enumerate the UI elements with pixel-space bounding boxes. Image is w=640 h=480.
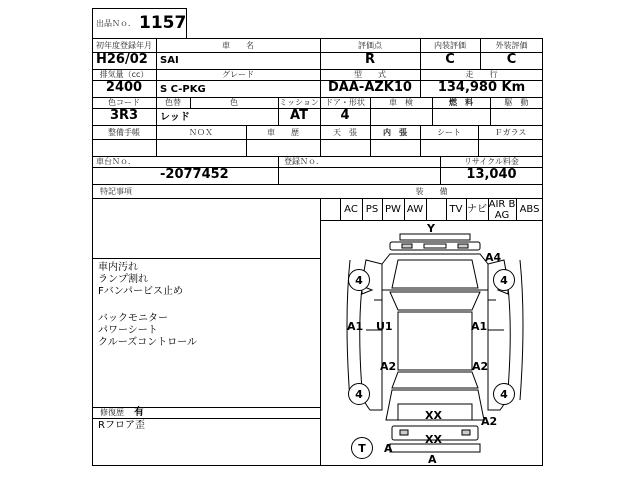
fuel-label: 燃 料 bbox=[449, 98, 473, 107]
mark-left-front-door: A1 bbox=[347, 320, 364, 333]
exterior-score-label: 外装評価 bbox=[495, 41, 528, 50]
inspection-label: 車 検 bbox=[389, 98, 413, 107]
colorcode-label: 色コード bbox=[108, 98, 140, 107]
mark-rear-left-corner: A bbox=[384, 442, 393, 455]
name-value: SAI bbox=[160, 55, 179, 66]
note-line: パワーシート bbox=[98, 325, 158, 336]
drive-label: 駆 動 bbox=[504, 98, 529, 107]
grade-label: グレード bbox=[222, 70, 254, 79]
mark-rear-bumper: XX bbox=[425, 433, 442, 446]
mark-right-front-door: A1 bbox=[471, 320, 488, 333]
score-label: 評価点 bbox=[358, 41, 382, 50]
manual-label: 整備手帳 bbox=[108, 128, 140, 137]
color-value: レッド bbox=[160, 112, 190, 123]
mark-rear-lower: A bbox=[428, 453, 437, 466]
equipment-ps: PS bbox=[365, 204, 379, 215]
equipment-tv: TV bbox=[449, 204, 463, 215]
interior-score-label: 内装評価 bbox=[434, 41, 466, 50]
year-value: H26/02 bbox=[96, 52, 148, 67]
history-label: 車 歴 bbox=[267, 128, 299, 137]
windshield bbox=[390, 292, 480, 310]
chassis-value: -2077452 bbox=[160, 167, 229, 182]
grid-line bbox=[92, 407, 320, 408]
interior-score-value: C bbox=[445, 52, 455, 67]
model-value: DAA-AZK10 bbox=[328, 80, 412, 95]
mark-right-rear-door: A2 bbox=[472, 360, 489, 373]
repair-label: 修復歴 bbox=[100, 408, 124, 417]
colorcode-value: 3R3 bbox=[109, 108, 139, 123]
reg-label: 登録Ｎｏ． bbox=[284, 157, 324, 166]
chassis-label: 車台Ｎｏ． bbox=[96, 157, 136, 166]
tire-front-left: 4 bbox=[348, 269, 370, 291]
spare-tire: T bbox=[351, 437, 373, 459]
cc-label: 排気量（cc） bbox=[99, 70, 149, 79]
equipment-navi: ナビ bbox=[467, 204, 487, 215]
note-line: クルーズコントロール bbox=[98, 337, 197, 348]
grid-line bbox=[426, 199, 427, 220]
year-label: 初年度登録年月 bbox=[96, 41, 152, 50]
notes-group-b bbox=[98, 313, 197, 349]
car-damage-diagram bbox=[320, 220, 543, 466]
score-value: R bbox=[364, 52, 375, 67]
lot-number-box bbox=[92, 8, 187, 38]
note-line: 車内汚れ bbox=[98, 262, 138, 273]
color-label: 色 bbox=[230, 98, 238, 107]
mileage-value: 134,980 Km bbox=[437, 80, 526, 95]
tire-rear-right: 4 bbox=[493, 383, 515, 405]
mark-front-bumper: Y bbox=[427, 222, 435, 235]
equipment-pw: PW bbox=[385, 204, 401, 215]
exterior-score-value: C bbox=[506, 52, 517, 67]
note-line: バックモニター bbox=[98, 313, 168, 324]
notes-label: 特記事項 bbox=[100, 187, 132, 196]
recycle-value: 13,040 bbox=[466, 167, 517, 182]
tire-rear-left: 4 bbox=[348, 383, 370, 405]
notes-group-a bbox=[98, 262, 183, 298]
colortype-label: 色替 bbox=[165, 98, 181, 107]
doors-value: 4 bbox=[340, 108, 350, 123]
model-label: 型 式 bbox=[354, 70, 386, 79]
mark-trunk: XX bbox=[425, 409, 442, 422]
grid-line bbox=[92, 258, 320, 259]
front-bumper bbox=[400, 234, 470, 240]
note-line: Fバンパービス止め bbox=[98, 286, 184, 297]
note-line: ランプ割れ bbox=[98, 274, 148, 285]
grid-line bbox=[278, 156, 279, 184]
rear-window bbox=[392, 372, 478, 388]
tire-front-right: 4 bbox=[493, 269, 515, 291]
mark-front-right-fender: A4 bbox=[485, 251, 502, 264]
grid-line bbox=[92, 139, 543, 140]
interior-lining-label: 内 張 bbox=[383, 128, 407, 137]
hood bbox=[382, 254, 488, 290]
equipment-ac: AC bbox=[344, 204, 358, 215]
repair-note: Rフロア歪 bbox=[98, 420, 145, 431]
lot-number: 1157 bbox=[139, 13, 187, 33]
equipment-label: 装 備 bbox=[415, 187, 448, 196]
glass-label: Ｆガラス bbox=[494, 128, 527, 137]
repair-value: 有 bbox=[134, 407, 144, 418]
mission-label: ミッション bbox=[279, 98, 319, 107]
mission-value: AT bbox=[290, 108, 308, 123]
nox-label: ＮＯＸ bbox=[189, 128, 213, 137]
roof bbox=[398, 312, 472, 370]
equipment-row bbox=[340, 199, 543, 220]
mark-left-front-door-dent: U1 bbox=[376, 320, 393, 333]
cc-value: 2400 bbox=[105, 80, 143, 95]
grid-line bbox=[92, 184, 543, 185]
equipment-abs: ABS bbox=[519, 204, 540, 215]
equipment-aw: AW bbox=[406, 204, 424, 215]
lot-number-label: 出品Ｎｏ． bbox=[96, 19, 136, 28]
grade-value: S C-PKG bbox=[160, 84, 206, 95]
mark-rear-right-quarter: A2 bbox=[481, 415, 498, 428]
equipment-airbag: AIR BAG bbox=[488, 199, 516, 221]
grid-line bbox=[92, 418, 320, 419]
seat-label: シート bbox=[437, 128, 461, 137]
name-label: 車 名 bbox=[222, 41, 254, 50]
doors-label: ドア・形状 bbox=[325, 98, 365, 107]
sunroof-label: 天 張 bbox=[333, 128, 357, 137]
mileage-label: 走 行 bbox=[465, 70, 498, 79]
recycle-label: リサイクル料金 bbox=[464, 157, 519, 166]
mark-left-rear-door: A2 bbox=[380, 360, 397, 373]
